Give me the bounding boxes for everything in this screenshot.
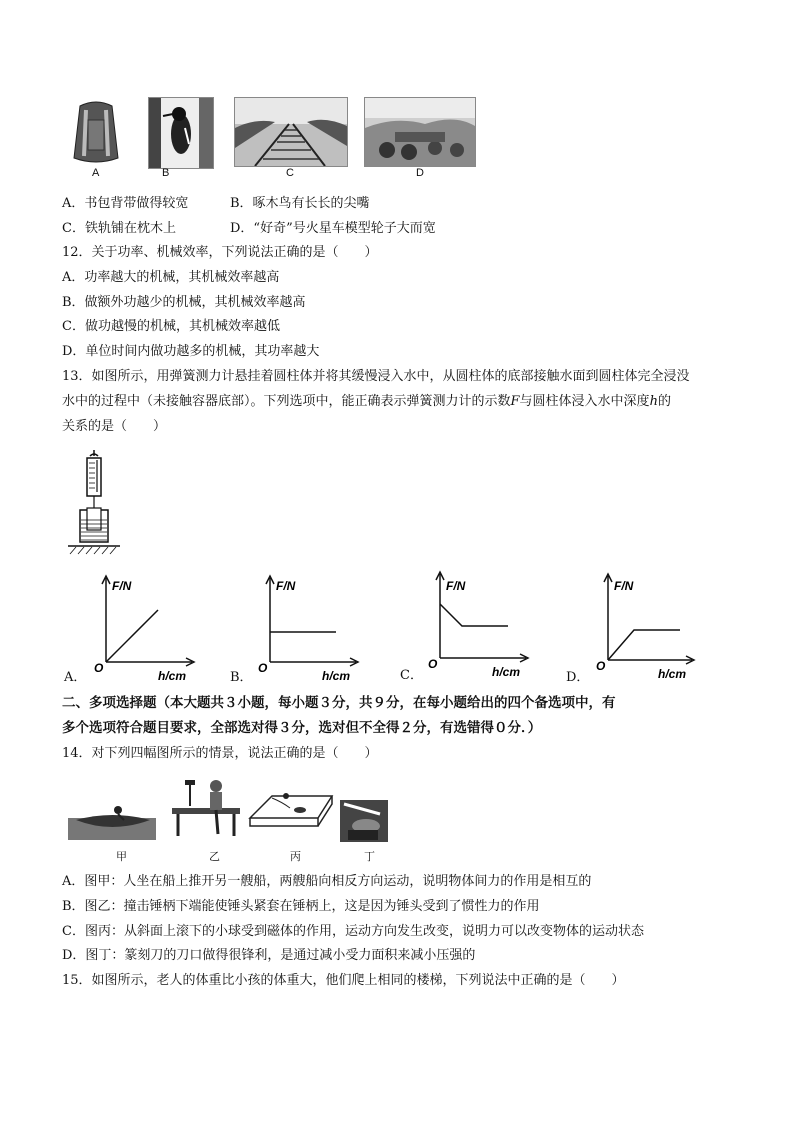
ramp-figure — [250, 793, 332, 826]
q13-stem-line3: 关系的是（ ） — [62, 419, 167, 434]
graph-c-origin: O — [428, 657, 438, 671]
q12-option-c: C．做功越慢的机械，其机械效率越低 — [62, 319, 280, 334]
q11-caption-d: D — [416, 167, 424, 179]
hammer-figure — [172, 780, 240, 836]
q14-option-a: A．图甲：人坐在船上推开另一艘船，两艘船向相反方向运动，说明物体间力的作用是相互的 — [62, 874, 592, 889]
graph-a — [60, 574, 200, 684]
railway-image — [234, 97, 348, 167]
q12-option-d: D．单位时间内做功越多的机械，其功率越大 — [62, 344, 320, 359]
graph-c-option-label: C． — [400, 668, 423, 683]
q12-option-b: B．做额外功越少的机械，其机械效率越高 — [62, 295, 306, 310]
graph-a-option-label: A． — [64, 670, 87, 685]
graph-d-x-label: h/cm — [658, 667, 687, 681]
graph-d-option-label: D． — [566, 670, 590, 685]
q11-caption-a: A — [92, 167, 100, 179]
section2-heading-line1: 二、多项选择题（本大题共３小题，每小题３分，共９分，在每小题给出的四个备选项中，有 — [62, 695, 616, 711]
graph-b-y-label: F/N — [276, 579, 296, 593]
mars-rover-image — [364, 97, 476, 167]
graph-b-origin: O — [258, 661, 268, 675]
section2-heading-line2: 多个选项符合题目要求，全部选对得３分，选对但不全得２分，有选错得０分．） — [62, 720, 542, 736]
q11-option-d: D．“好奇”号火星车模型轮子大而宽 — [230, 221, 436, 236]
spring-scale-apparatus — [66, 450, 122, 556]
q11-option-a: A．书包背带做得较宽 — [62, 196, 189, 211]
q12-stem: 12．关于功率、机械效率，下列说法正确的是（ ） — [62, 245, 378, 260]
q11-option-b: B．啄木鸟有长长的尖嘴 — [230, 196, 370, 211]
graph-b — [226, 574, 366, 684]
q13-stem-line2-end: 的 — [657, 394, 671, 409]
graph-c-y-label: F/N — [446, 579, 466, 593]
q14-caption-jia: 甲 — [116, 850, 127, 863]
q11-option-c: C．铁轨铺在枕木上 — [62, 221, 176, 236]
q14-figures — [68, 774, 390, 844]
q13-stem-line1: 13．如图所示，用弹簧测力计悬挂着圆柱体并将其缓慢浸入水中，从圆柱体的底部接触水面到圆柱体完全浸没 — [62, 369, 690, 384]
q14-caption-bing: 丙 — [290, 850, 301, 863]
q13-stem-line2-mid: 与圆柱体浸入水中深度 — [519, 394, 650, 409]
q14-caption-ding: 丁 — [364, 850, 375, 863]
q14-stem: 14．对下列四幅图所示的情景，说法正确的是（ ） — [62, 746, 378, 761]
q12-option-a: A．功率越大的机械，其机械效率越高 — [62, 270, 280, 285]
var-h: h — [649, 394, 658, 409]
var-f: F — [510, 394, 520, 409]
graph-c — [396, 570, 536, 683]
woodpecker-image — [148, 97, 214, 169]
graph-c-curve — [440, 604, 508, 626]
boats-figure — [68, 806, 156, 840]
graph-a-y-label: F/N — [112, 579, 132, 593]
graph-b-option-label: B． — [230, 670, 253, 685]
q14-option-d: D．图丁：篆刻刀的刀口做得很锋利，是通过减小受力面积来减小压强的 — [62, 948, 476, 963]
q14-option-b: B．图乙：撞击锤柄下端能使锤头紧套在锤柄上，这是因为锤头受到了惯性力的作用 — [62, 899, 540, 914]
graph-a-x-label: h/cm — [158, 669, 187, 683]
graph-a-curve — [106, 610, 158, 662]
graph-a-origin: O — [94, 661, 104, 675]
q14-option-c: C．图丙：从斜面上滚下的小球受到磁体的作用，运动方向发生改变，说明力可以改变物体的运动状态 — [62, 924, 644, 939]
graph-c-x-label: h/cm — [492, 665, 521, 679]
q15-stem: 15．如图所示，老人的体重比小孩的体重大，他们爬上相同的楼梯，下列说法中正确的是（ ） — [62, 973, 625, 988]
graph-d-curve — [608, 630, 680, 660]
carving-knife-figure — [340, 800, 388, 842]
graph-d-y-label: F/N — [614, 579, 634, 593]
q13-stem-line2-start: 水中的过程中（未接触容器底部）。下列选项中，能正确表示弹簧测力计的示数 — [62, 394, 511, 409]
q13-stem-line2 — [62, 393, 671, 411]
graph-d — [562, 572, 702, 685]
q14-caption-yi: 乙 — [209, 850, 220, 863]
graph-b-x-label: h/cm — [322, 669, 351, 683]
backpack-image — [66, 98, 126, 166]
q11-caption-c: C — [286, 167, 294, 179]
graph-d-origin: O — [596, 659, 606, 673]
q11-caption-b: B — [162, 167, 170, 179]
